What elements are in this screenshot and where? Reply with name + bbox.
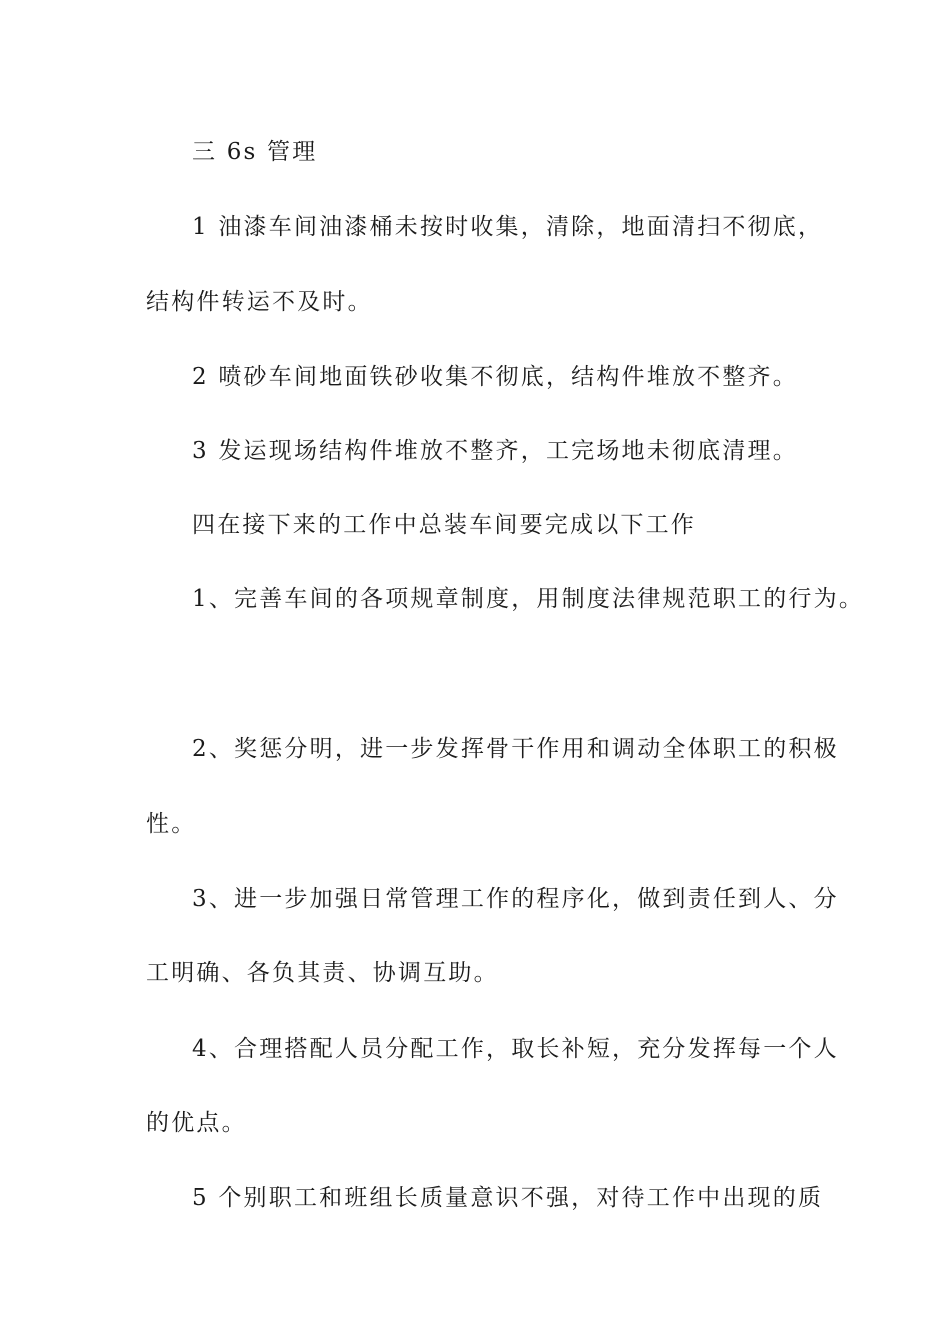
paragraph-line: 结构件转运不及时。 xyxy=(146,289,373,315)
paragraph-line: 的优点。 xyxy=(146,1110,247,1136)
paragraph-line: 4、合理搭配人员分配工作，取长补短，充分发挥每一个人 xyxy=(192,1036,839,1062)
paragraph-line: 2、奖惩分明，进一步发挥骨干作用和调动全体职工的积极 xyxy=(192,736,839,762)
paragraph-line: 3 发运现场结构件堆放不整齐，工完场地未彻底清理。 xyxy=(192,438,798,464)
paragraph-line: 2 喷砂车间地面铁砂收集不彻底，结构件堆放不整齐。 xyxy=(192,364,798,390)
paragraph-line: 性。 xyxy=(146,811,197,837)
paragraph-line: 5 个别职工和班组长质量意识不强，对待工作中出现的质 xyxy=(192,1185,824,1211)
section-heading-plan: 四在接下来的工作中总装车间要完成以下工作 xyxy=(192,512,696,538)
paragraph-line: 1、完善车间的各项规章制度，用制度法律规范职工的行为。 xyxy=(192,586,865,612)
paragraph-line: 工明确、各负其责、协调互助。 xyxy=(146,960,499,986)
section-heading-6s: 三 6s 管理 xyxy=(192,139,318,165)
paragraph-line: 3、进一步加强日常管理工作的程序化，做到责任到人、分 xyxy=(192,886,839,912)
paragraph-line: 1 油漆车间油漆桶未按时收集，清除，地面清扫不彻底， xyxy=(192,214,824,240)
